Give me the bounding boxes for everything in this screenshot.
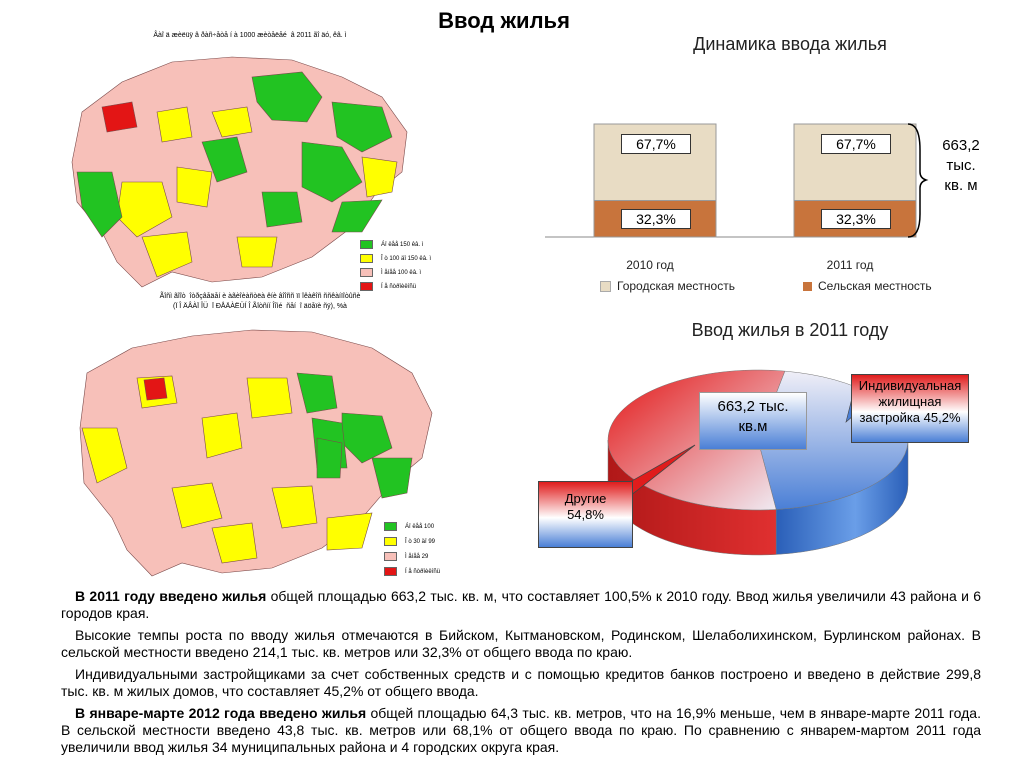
map2-caption-line2: (Ï Î ÄÂÀÏ ÎÜ Ï ÐÅÄÀËÜÍ Î Ãîòñíí Îîìé ñåí î äöåïè ñÿ), %à	[173, 303, 347, 310]
pie-chart-title: Ввод жилья в 2011 году	[691, 320, 889, 340]
x-tick-label: 2011 год	[826, 258, 874, 272]
dynamics-chart-title: Динамика ввода жилья	[693, 34, 887, 54]
map1-caption: Âàî ä æèëüÿ â ðàñ÷åòå í à 1000 æèòåëåé â 2011 ãî äó, êâ. ì	[153, 32, 347, 39]
legend-rural: Сельская местность	[803, 279, 932, 293]
map2-caption-line1: Ãîñì ãîîò îòðçâåäåí è àãèîèàñòëà êíè âîîññ ïï îêàêîñ ññêàíïîòûñè	[159, 293, 361, 300]
legend-swatch	[360, 254, 373, 263]
paragraph-3: Индивидуальными застройщиками за счет собственных средств и с помощью кредитов банков построено и введено в действие 299,8 тыс. кв. м жилых домов, что составляет 45,2% от общего ввода.	[61, 666, 981, 699]
body-text	[61, 588, 981, 756]
legend-urban: Городская местность	[600, 279, 735, 293]
paragraph-1: В 2011 году введено жилья общей площадью 663,2 тыс. кв. м, что составляет 100,5% к 2010 году. Ввод жилья увеличили 43 района и 6 городов края.	[61, 588, 981, 621]
legend-swatch	[360, 268, 373, 277]
data-label: 67,7%	[621, 134, 691, 154]
map2-legend-item: Áî ëåå 100	[384, 522, 434, 531]
pie-center-label: 663,2 тыс. кв.м	[699, 392, 807, 450]
paragraph-4: В январе-марте 2012 года введено жилья общей площадью 64,3 тыс. кв. метров, что на 16,9% меньше, чем в январе-марте 2011 года. В сельской местности введено 43,8 тыс. кв. метров или 68,1% от общего ввода по краю. По сравнению с январем-мартом 2011 года увеличили ввод жилья 34 муниципальных района и 4 городских округа края.	[61, 705, 981, 755]
data-label: 67,7%	[821, 134, 891, 154]
dynamics-bar-chart	[540, 110, 930, 250]
legend-swatch	[384, 567, 397, 576]
legend-swatch	[384, 522, 397, 531]
legend-swatch	[384, 552, 397, 561]
map1-legend-item: Í å ñòðîèëîñü	[360, 282, 416, 291]
legend-swatch	[360, 240, 373, 249]
legend-swatch	[600, 281, 611, 292]
map1-legend-item: Î ò 100 äî 150 êâ. ì	[360, 254, 431, 263]
map1-legend-item: Ì åíåå 100 êâ. ì	[360, 268, 421, 277]
map2-legend-item: Í å ñòðîèëîñü	[384, 567, 440, 576]
total-annotation: 663,2 тыс. кв. м	[942, 137, 980, 194]
legend-swatch	[384, 537, 397, 546]
map1-legend-item: Áî ëåå 150 êâ. ì	[360, 240, 423, 249]
callout-individual: Индивидуальная жилищная застройка 45,2%	[851, 374, 969, 443]
map2-legend-item: Î ò 30 äî 99	[384, 537, 435, 546]
data-label: 32,3%	[821, 209, 891, 229]
map2-legend-item: Ì åíåå 29	[384, 552, 428, 561]
data-label: 32,3%	[621, 209, 691, 229]
page-title: Ввод жилья	[438, 8, 570, 33]
legend-swatch	[803, 282, 812, 291]
legend-swatch	[360, 282, 373, 291]
paragraph-2: Высокие темпы роста по вводу жилья отмечаются в Бийском, Кытмановском, Родинском, Шелаболихинском, Бурлинском районах. В сельской местности введено 214,1 тыс. кв. метров или 32,3% от общего ввода по краю.	[61, 627, 981, 660]
callout-other: Другие 54,8%	[538, 481, 633, 548]
x-tick-label: 2010 год	[626, 258, 674, 272]
